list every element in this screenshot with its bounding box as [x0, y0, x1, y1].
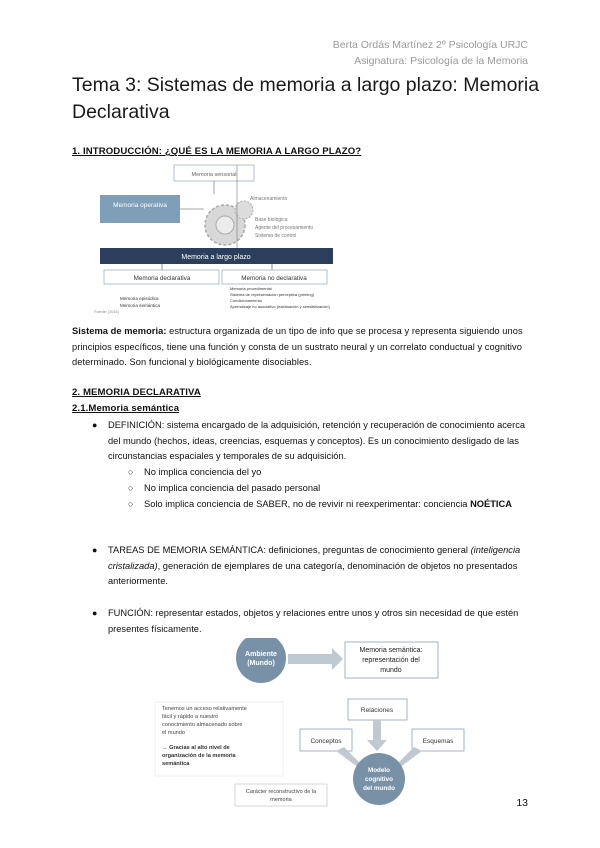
- bullet-dot: ●: [92, 420, 98, 430]
- long-term-memory-label: Memoria a largo plazo: [181, 254, 251, 261]
- nondecl-item-4: Aprendizaje no asociativo (habituación y sensibilización): [230, 304, 330, 309]
- side-note-2: Agente del procesamiento: [255, 225, 314, 231]
- arrow-right-icon: [288, 648, 343, 670]
- note1-line-4: el mundo: [162, 730, 186, 736]
- bullet-tareas: [92, 543, 528, 590]
- ambiente-label-1: Ambiente: [245, 651, 277, 658]
- note2-line-2: organización de la memoria: [162, 753, 236, 759]
- sub-bullet-marker: ○: [128, 467, 134, 477]
- relaciones-label: Relaciones: [360, 707, 394, 714]
- declarative-memory-label: Memoria declarativa: [133, 275, 191, 282]
- side-note-3: Sistema de control: [255, 233, 297, 239]
- working-memory-label: Memoria operativa: [113, 202, 167, 209]
- sub-bullet-1-text: No implica conciencia del yo: [144, 467, 262, 477]
- definition-paragraph: [72, 324, 528, 371]
- decl-item-2: Memoria semántica: [120, 303, 161, 308]
- sub-bullet-3-text: Solo implica conciencia de SABER, no de revivir ni reexperimentar: conciencia: [144, 499, 471, 509]
- diagram-source: Fuente: (2016): [94, 310, 119, 314]
- sub-bullet-1: [128, 465, 528, 481]
- nondecl-item-2: Sistema de representación perceptiva (priming): [230, 292, 315, 297]
- section-heading-memoria-declarativa: 2. MEMORIA DECLARATIVA: [72, 387, 201, 398]
- bullet-funcion-text: FUNCIÓN: representar estados, objetos y relaciones entre unos y otros sin necesidad de que estén presentes físicamente.: [108, 608, 519, 634]
- decl-item-1: Memoria episódica: [120, 296, 159, 301]
- modelo-label-1: Modelo: [367, 767, 391, 774]
- sub-bullet-2: [128, 481, 528, 497]
- semantic-memory-diagram: [150, 638, 480, 810]
- bullet-tareas-text: TAREAS DE MEMORIA SEMÁNTICA: definiciones, preguntas de conocimiento general: [108, 545, 471, 555]
- modelo-label-3: del mundo: [363, 785, 395, 792]
- representation-label-2: representación del: [362, 657, 420, 664]
- sub-bullet-marker: ○: [128, 483, 134, 493]
- note1-line-1: Tenemos un acceso relativamente: [162, 706, 247, 712]
- section-heading-introduccion: 1. INTRODUCCIÓN: ¿QUÉ ES LA MEMORIA A LARGO PLAZO?: [72, 146, 362, 157]
- gear-icon: [205, 201, 253, 245]
- sub-bullet-3: [128, 497, 528, 513]
- side-note-1: Base biológica: [255, 217, 288, 223]
- subsection-heading-memoria-semantica: 2.1.Memoria semántica: [72, 403, 180, 414]
- inteligencia-cristalizada: (inteligencia cristalizada): [108, 545, 521, 571]
- bullet-definicion: [92, 418, 528, 465]
- definition-text: estructura organizada de un tipo de info que se procesa y representa siguiendo unos principios específicos, tiene una función y consta de un sustrato neural y un correlato conductual y cognitivo determinado. Son funcional y biológicamente disociables.: [72, 326, 523, 368]
- bullet-dot: ●: [92, 608, 98, 618]
- sensory-memory-label: Memoria sensorial: [191, 172, 237, 178]
- nondecl-item-3: Condicionamiento: [230, 298, 263, 303]
- sub-bullet-marker: ○: [128, 499, 134, 509]
- note2-line-1: → Gracias al alto nivel de: [162, 745, 230, 751]
- representation-label-1: Memoria semántica:: [359, 647, 423, 654]
- working-memory-box: [100, 195, 180, 223]
- esquemas-label: Esquemas: [422, 738, 454, 745]
- representation-label-3: mundo: [380, 667, 402, 674]
- note1-line-2: fácil y rápido a nuestro: [162, 714, 219, 720]
- sub-bullet-2-text: No implica conciencia del pasado personal: [144, 483, 321, 493]
- bullet-definicion-text: DEFINICIÓN: sistema encargado de la adquisición, retención y recuperación de conocimiento acerca del mundo (hechos, ideas, creencias, esquemas y conceptos). Es un conocimiento desligado de las circunstancias espaciales y temporales de su adquisición.: [108, 420, 526, 462]
- gear-label: Almacenamiento: [250, 196, 288, 202]
- bullet-tareas-text-end: , generación de ejemplares de una categoría, denominación de objetos no presentados anteriormente.: [108, 560, 518, 587]
- bullet-funcion: [92, 606, 528, 637]
- note3-line-2: memoria: [270, 797, 292, 803]
- note2-line-3: semántica: [162, 761, 190, 767]
- bullet-dot: ●: [92, 545, 98, 555]
- page-title: Tema 3: Sistemas de memoria a largo plazo: Memoria Declarativa: [72, 74, 540, 123]
- modelo-label-2: cognitivo: [365, 776, 393, 783]
- page-number: 13: [516, 797, 528, 809]
- definition-term: Sistema de memoria:: [72, 326, 167, 336]
- arrow-down-icon: [367, 720, 387, 751]
- noetica-term: NOÉTICA: [470, 499, 512, 509]
- memory-systems-diagram: [92, 160, 362, 318]
- header-subject: Asignatura: Psicología de la Memoria: [354, 55, 528, 67]
- nondeclarative-memory-label: Memoria no declarativa: [241, 275, 307, 282]
- conceptos-label: Conceptos: [310, 738, 342, 745]
- note3-line-1: Carácter reconstructivo de la: [245, 789, 317, 795]
- header-author: Berta Ordás Martínez 2º Psicología URJC: [332, 39, 528, 51]
- nondecl-item-1: Memoria procedimental: [230, 286, 272, 291]
- note1-line-3: conocimiento almacenado sobre: [162, 722, 243, 728]
- ambiente-label-2: (Mundo): [247, 660, 275, 667]
